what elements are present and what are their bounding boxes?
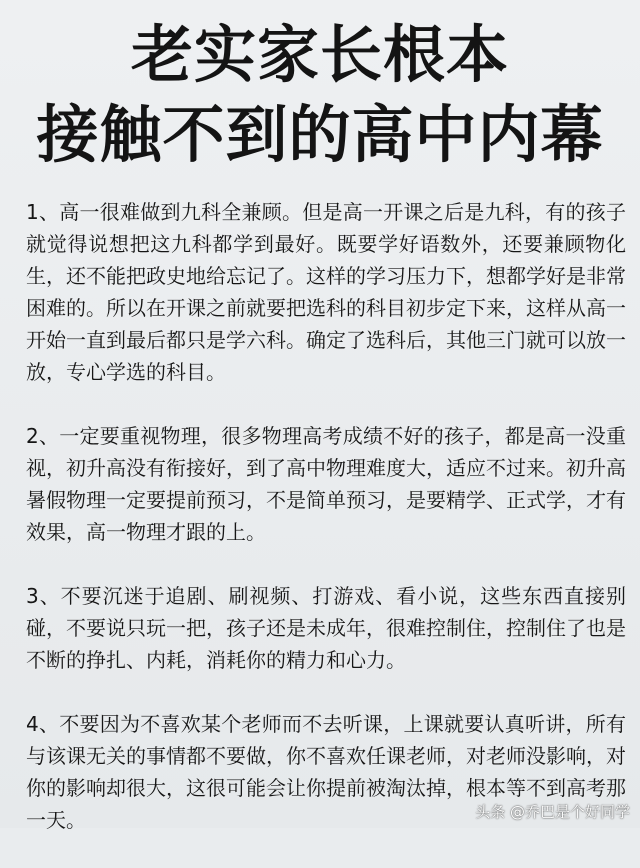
paragraph-4: 4、不要因为不喜欢某个老师而不去听课，上课就要认真听讲，所有与该课无关的事情都不要做，你不喜欢任课老师，对老师没影响，对你的影响却很大，这很可能会让你提前被淘汰掉，根本等不到高考那一天。 [26,712,626,832]
paragraph-2: 2、一定要重视物理，很多物理高考成绩不好的孩子，都是高一没重视，初升高没有衔接好，到了高中物理难度大，适应不过来。初升高暑假物理一定要提前预习，不是简单预习，是要精学、正式学，才有效果，高一物理才跟的上。 [26,424,626,544]
paragraph-1: 1、高一很难做到九科全兼顾。但是高一开课之后是九科，有的孩子就觉得说想把这九科都学到最好。既要学好语数外，还要兼顾物化生，还不能把政史地给忘记了。这样的学习压力下，想都学好是非常困难的。所以在开课之前就要把选科的科目初步定下来，这样从高一开始一直到最后都只是学六科。确定了选科后，其他三门就可以放一放，专心学选的科目。 [26,200,626,384]
title-line-1: 老实家长根本 [130,18,509,91]
author-watermark: 头条 @乔巴是个好同学 [475,803,630,821]
title-line-2: 接触不到的高中内幕 [36,98,604,171]
article-body [26,196,626,868]
paragraph-3: 3、不要沉迷于追剧、刷视频、打游戏、看小说，这些东西直接别碰，不要说只玩一把，孩子还是未成年，很难控制住，控制住了也是不断的挣扎、内耗，消耗你的精力和心力。 [26,584,626,672]
